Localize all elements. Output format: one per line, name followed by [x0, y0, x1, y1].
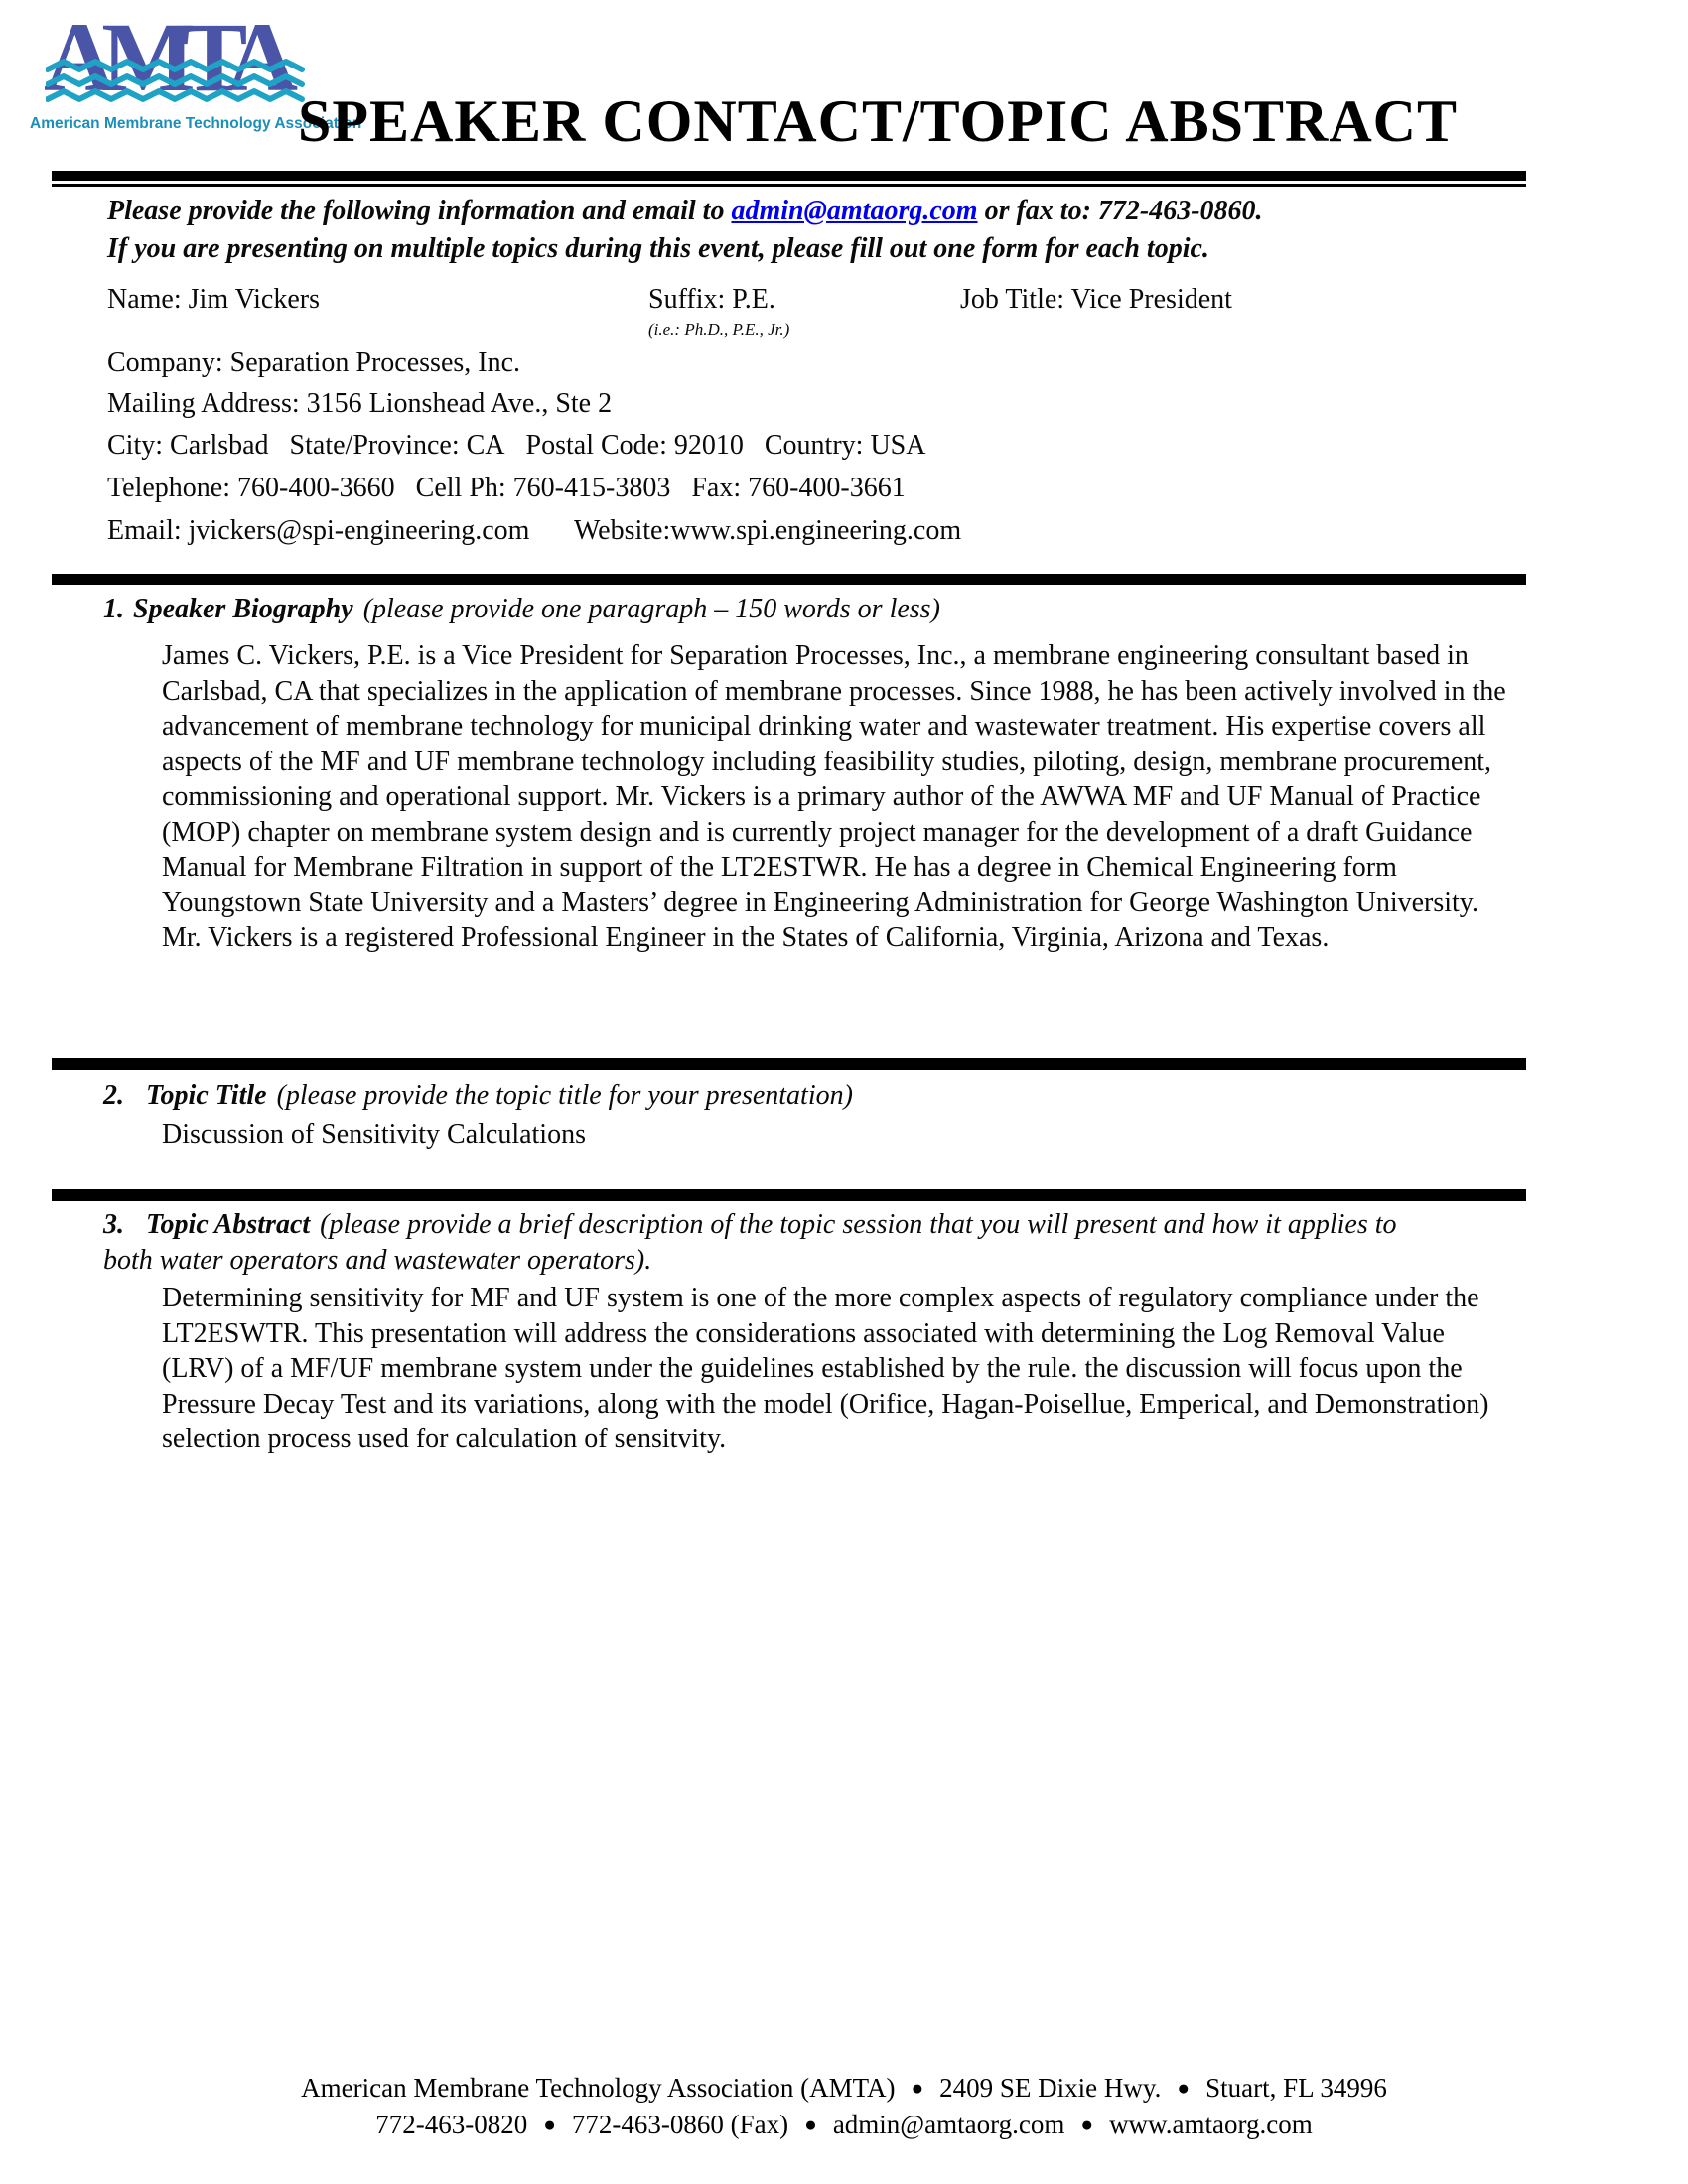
cell-phone-label: Cell Ph: — [415, 473, 506, 503]
city-state-row — [107, 430, 925, 462]
title-divider — [52, 171, 1526, 187]
job-title-field — [960, 284, 1232, 316]
biography-section-number: 1. — [103, 594, 124, 624]
website-label: Website: — [573, 515, 671, 546]
bullet-icon: ● — [804, 2113, 817, 2136]
intro-instructions — [107, 193, 1517, 268]
topic-abstract-section-heading — [103, 1207, 1444, 1279]
section-1-divider — [52, 574, 1526, 585]
mailing-address-field — [107, 388, 612, 420]
city-value: Carlsbad — [170, 430, 269, 461]
job-title-value: Vice President — [1070, 284, 1232, 315]
footer-email: admin@amtaorg.com — [832, 2110, 1065, 2139]
intro-line1-post: or fax to: 772-463-0860. — [984, 196, 1263, 226]
fax-label: Fax: — [691, 473, 742, 503]
biography-section-heading — [103, 592, 1444, 627]
name-field — [107, 284, 320, 316]
bullet-icon: ● — [911, 2076, 924, 2100]
footer-city-state-zip: Stuart, FL 34996 — [1205, 2073, 1387, 2103]
job-title-label: Job Title: — [960, 284, 1065, 315]
suffix-label: Suffix: — [648, 284, 726, 315]
admin-email-link[interactable]: admin@amtaorg.com — [731, 196, 978, 226]
website-value: www.spi.engineering.com — [670, 515, 962, 546]
fax-value: 760-400-3661 — [748, 473, 906, 503]
mailing-address-label: Mailing Address: — [107, 388, 300, 419]
topic-title-section-hint: (please provide the topic title for your presentation) — [276, 1080, 853, 1111]
email-label: Email: — [107, 515, 182, 546]
bullet-icon: ● — [543, 2113, 556, 2136]
footer-phone: 772-463-0820 — [375, 2110, 528, 2139]
intro-line-1 — [107, 193, 1517, 230]
footer-street-address: 2409 SE Dixie Hwy. — [939, 2073, 1162, 2103]
email-website-row — [107, 515, 961, 547]
company-value: Separation Processes, Inc. — [229, 347, 521, 378]
footer-website: www.amtaorg.com — [1109, 2110, 1313, 2139]
bullet-icon: ● — [1080, 2113, 1094, 2136]
footer-org-name: American Membrane Technology Association (AMTA) — [301, 2073, 896, 2103]
section-2-divider — [52, 1058, 1526, 1070]
suffix-value: P.E. — [732, 284, 775, 315]
name-label: Name: — [107, 284, 182, 315]
postal-code-label: Postal Code: — [525, 430, 667, 461]
page-footer — [0, 2070, 1688, 2143]
page-title: SPEAKER CONTACT/TOPIC ABSTRACT — [298, 88, 1459, 154]
state-value: CA — [466, 430, 505, 461]
topic-title-section-number: 2. — [103, 1080, 124, 1111]
telephone-label: Telephone: — [107, 473, 230, 503]
amta-logo-text: AMTA — [44, 2, 285, 112]
email-value: jvickers@spi-engineering.com — [188, 515, 530, 546]
footer-line-1 — [0, 2070, 1688, 2107]
topic-abstract-text: Determining sensitivity for MF and UF system is one of the more complex aspects of regulatory compliance under the LT2ESWTR. This presentation will address the considerations associated with determining the Log Removal Value (LRV) of a MF/UF membrane system under the guidelines established by the rule. the discussion will focus upon the Pressure Decay Test and its variations, along with the model (Orifice, Hagan-Poisellue, Emperical, and Demonstration) selection process used for calculation of sensitvity. — [162, 1283, 1489, 1454]
suffix-field — [648, 284, 775, 316]
topic-abstract-section-number: 3. — [103, 1209, 124, 1240]
logo-waves-icon — [46, 58, 306, 109]
intro-line-2: If you are presenting on multiple topics during this event, please fill out one form for each topic. — [107, 233, 1209, 264]
biography-section-title: Speaker Biography — [133, 594, 353, 624]
title-divider-thin-line — [52, 184, 1526, 187]
footer-fax: 772-463-0860 (Fax) — [571, 2110, 789, 2139]
country-value: USA — [870, 430, 926, 461]
amta-logo — [30, 2, 362, 137]
footer-line-2 — [0, 2107, 1688, 2143]
topic-abstract-section-title: Topic Abstract — [146, 1209, 311, 1240]
state-label: State/Province: — [289, 430, 460, 461]
topic-title-text: Discussion of Sensitivity Calculations — [162, 1119, 586, 1150]
biography-section-hint: (please provide one paragraph – 150 words or less) — [362, 594, 940, 624]
telephone-value: 760-400-3660 — [237, 473, 395, 503]
bullet-icon: ● — [1177, 2076, 1191, 2100]
postal-code-value: 92010 — [673, 430, 744, 461]
suffix-hint: (i.e.: Ph.D., P.E., Jr.) — [648, 320, 790, 339]
title-divider-thick-line — [52, 171, 1526, 181]
mailing-address-value: 3156 Lionshead Ave., Ste 2 — [306, 388, 613, 419]
city-label: City: — [107, 430, 164, 461]
intro-line1-pre: Please provide the following information and email to — [107, 196, 725, 226]
company-label: Company: — [107, 347, 223, 378]
biography-text: James C. Vickers, P.E. is a Vice President for Separation Processes, Inc., a membrane engineering consultant based in Carlsbad, CA that specializes in the application of membrane processes. Since 1988, he has been actively involved in the advancement of membrane technology for municipal drinking water and wastewater treatment. His expertise covers all aspects of the MF and UF membrane technology including feasibility studies, piloting, design, membrane procurement, commissioning and operational support. Mr. Vickers is a primary author of the AWWA MF and UF Manual of Practice (MOP) chapter on membrane system design and is currently project manager for the development of a draft Guidance Manual for Membrane Filtration in support of the LT2ESTWR. He has a degree in Chemical Engineering form Youngstown State University and a Masters’ degree in Engineering Administration for George Washington University. Mr. Vickers is a registered Professional Engineer in the States of California, Virginia, Arizona and Texas. — [162, 640, 1506, 953]
phone-row — [107, 473, 906, 504]
cell-phone-value: 760-415-3803 — [512, 473, 671, 503]
section-3-divider — [52, 1189, 1526, 1201]
topic-abstract-section-hint: (please provide a brief description of the topic session that you will present and how it applies to both water operators and wastewater operators). — [103, 1209, 1397, 1276]
country-label: Country: — [764, 430, 864, 461]
topic-title-section-title: Topic Title — [146, 1080, 267, 1111]
amta-logo-caption: American Membrane Technology Association — [30, 115, 362, 132]
topic-title-section-heading — [103, 1078, 1444, 1114]
company-field — [107, 347, 520, 379]
name-value: Jim Vickers — [188, 284, 320, 315]
